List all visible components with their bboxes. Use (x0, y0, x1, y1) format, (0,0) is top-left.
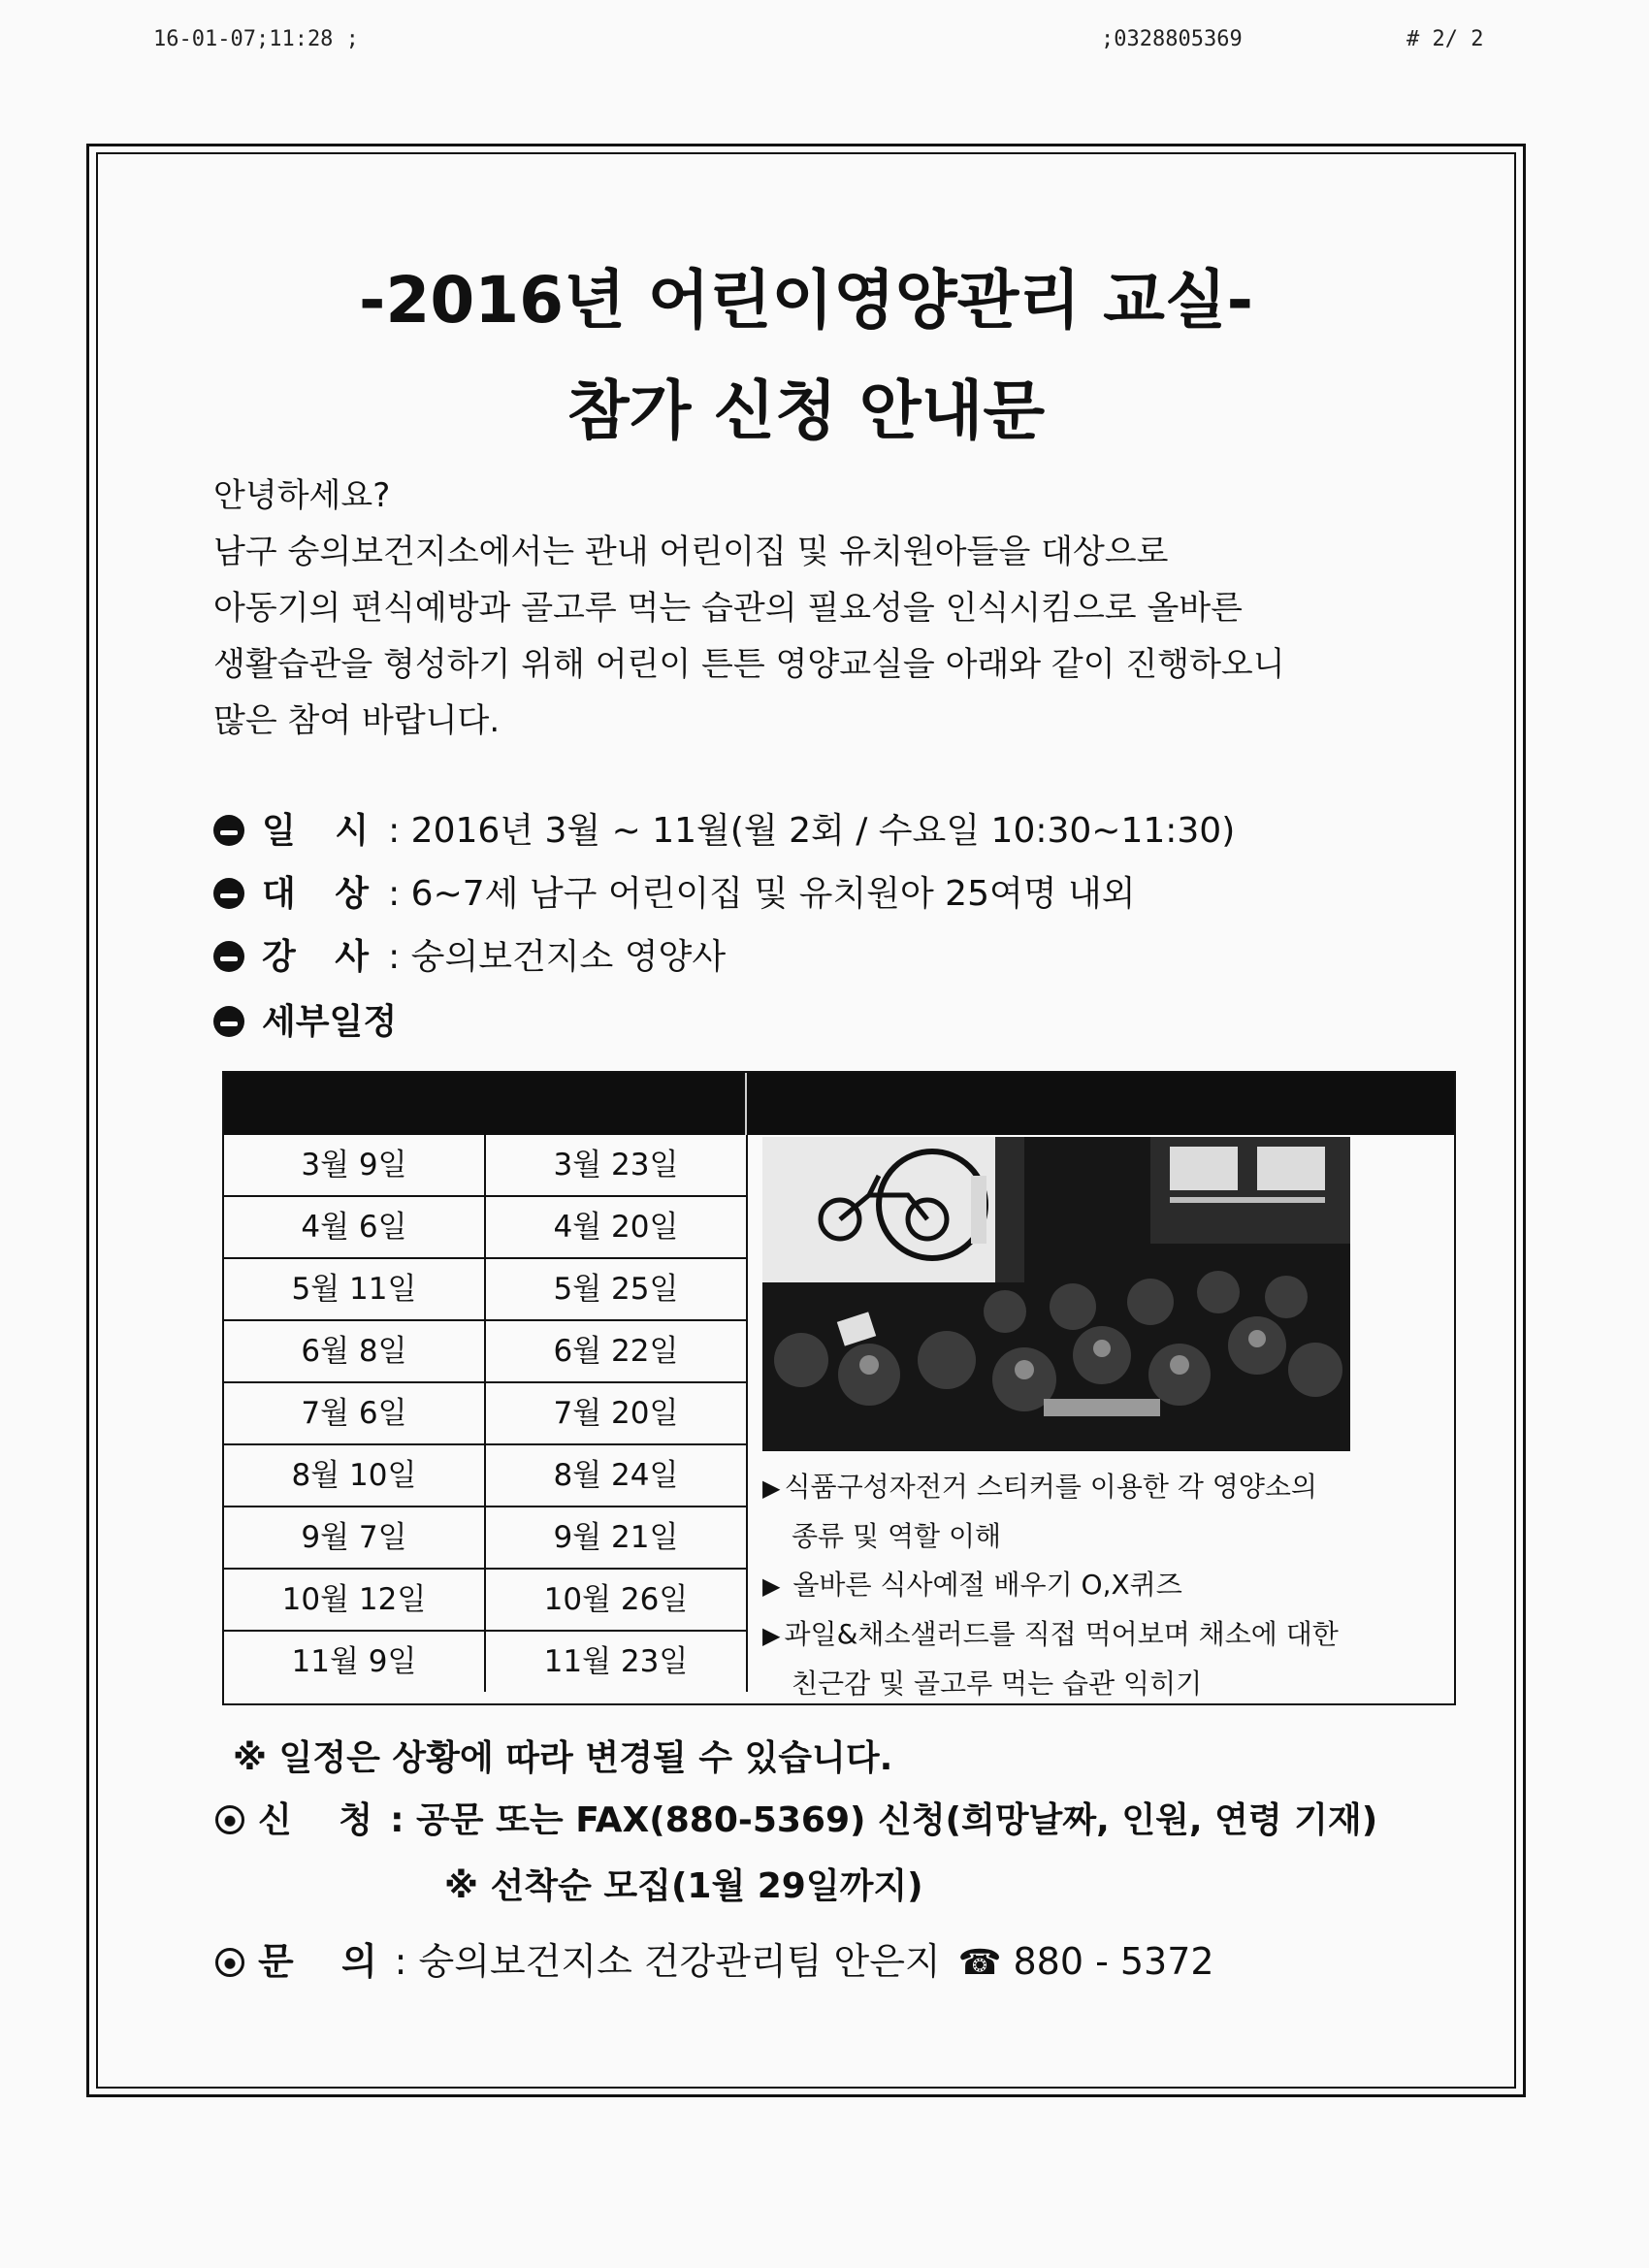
schedule-table-header (224, 1073, 1454, 1135)
info-value: : 6~7세 남구 어린이집 및 유치원아 25여명 내외 (388, 874, 1136, 914)
table-row (224, 1135, 748, 1197)
schedule-date-cell: 6월 8일 (224, 1321, 486, 1381)
activity-text: 식품구성자전거 스티커를 이용한 각 영양소의 (784, 1471, 1317, 1503)
schedule-date-cell: 4월 20일 (486, 1197, 748, 1257)
info-datetime (213, 803, 1235, 853)
page-subtitle: 참가 신청 안내문 (566, 373, 1046, 448)
activity-item (762, 1610, 1455, 1660)
schedule-date-cell: 9월 7일 (224, 1507, 486, 1568)
header-divider (745, 1073, 747, 1135)
telephone-icon: ☎ (957, 1943, 1002, 1983)
schedule-date-cell: 8월 10일 (224, 1445, 486, 1506)
schedule-date-cell: 11월 23일 (486, 1632, 748, 1692)
intro-line: 생활습관을 형성하기 위해 어린이 튼튼 영양교실을 아래와 같이 진행하오니 (213, 645, 1285, 684)
face-bullet-icon (213, 878, 244, 909)
table-row (224, 1259, 748, 1321)
page-title: -2016년 어린이영양관리 교실- (359, 263, 1253, 338)
intro-line: 아동기의 편식예방과 골고루 먹는 습관의 필요성을 인식시킴으로 올바른 (213, 589, 1243, 628)
schedule-date-cell: 7월 6일 (224, 1383, 486, 1443)
activity-text-cont: 종류 및 역할 이해 (792, 1520, 1002, 1552)
classroom-photo (762, 1137, 1350, 1451)
contact-phone: 880 - 5372 (1013, 1940, 1214, 1983)
schedule-date-cell: 7월 20일 (486, 1383, 748, 1443)
info-label: 일 시 (262, 811, 383, 851)
info-schedule-heading (213, 994, 397, 1044)
schedule-date-cell: 10월 26일 (486, 1570, 748, 1630)
table-row (224, 1632, 748, 1694)
application-info (215, 1793, 1377, 1842)
fax-transmission-header (0, 27, 1649, 60)
schedule-date-cell: 10월 12일 (224, 1570, 486, 1630)
info-target (213, 866, 1136, 916)
table-row (224, 1197, 748, 1259)
intro-paragraph (213, 468, 1455, 749)
triangle-arrow-icon: ▶ (762, 1474, 781, 1502)
face-bullet-icon (213, 815, 244, 846)
activity-item (762, 1561, 1455, 1610)
first-come-notice: ※ 선착순 모집(1월 29일까지) (444, 1866, 923, 1906)
fax-number: ;0328805369 (1101, 27, 1243, 51)
schedule-date-cell: 11월 9일 (224, 1632, 486, 1692)
face-bullet-icon (215, 1948, 244, 1977)
face-bullet-icon (213, 941, 244, 972)
fax-timestamp: 16-01-07;11:28 ; (153, 27, 359, 51)
intro-line: 남구 숭의보건지소에서는 관내 어린이집 및 유치원아들을 대상으로 (213, 533, 1169, 571)
contact-info (215, 1931, 1214, 1985)
schedule-date-cell: 5월 11일 (224, 1259, 486, 1319)
activity-text: 과일&채소샐러드를 직접 먹어보며 채소에 대한 (784, 1618, 1339, 1650)
fax-page-count: # 2/ 2 (1406, 27, 1484, 51)
schedule-date-cell: 3월 9일 (224, 1135, 486, 1195)
info-value: : 2016년 3월 ~ 11월(월 2회 / 수요일 10:30~11:30) (388, 811, 1236, 851)
schedule-date-cell: 8월 24일 (486, 1445, 748, 1506)
contact-label: 문 의 (258, 1940, 395, 1983)
schedule-date-cell: 9월 21일 (486, 1507, 748, 1568)
info-value: : 숭의보건지소 영양사 (388, 937, 727, 977)
table-row (224, 1570, 748, 1632)
face-bullet-icon (215, 1805, 244, 1834)
intro-line: 안녕하세요? (213, 476, 391, 515)
table-row (224, 1383, 748, 1445)
schedule-date-cell: 3월 23일 (486, 1135, 748, 1195)
classroom-photo-graphic (762, 1137, 1350, 1451)
table-row (224, 1321, 748, 1383)
table-row (224, 1445, 748, 1507)
activity-item (762, 1463, 1455, 1512)
info-label: 대 상 (262, 874, 383, 914)
apply-value: : 공문 또는 FAX(880-5369) 신청(희망날짜, 인원, 연령 기재) (390, 1800, 1378, 1840)
info-label: 강 사 (262, 937, 383, 977)
schedule-date-cell: 6월 22일 (486, 1321, 748, 1381)
face-bullet-icon (213, 1006, 244, 1037)
schedule-date-cell: 4월 6일 (224, 1197, 486, 1257)
schedule-change-notice: ※ 일정은 상황에 따라 변경될 수 있습니다. (233, 1738, 893, 1778)
triangle-arrow-icon: ▶ (762, 1572, 781, 1600)
table-row (224, 1507, 748, 1570)
schedule-dates (224, 1135, 748, 1694)
contact-value: : 숭의보건지소 건강관리팀 안은지 (394, 1940, 941, 1983)
activity-list (762, 1463, 1455, 1708)
intro-line: 많은 참여 바랍니다. (213, 701, 501, 740)
activity-text-cont: 친근감 및 골고루 먹는 습관 익히기 (792, 1668, 1203, 1700)
schedule-date-cell: 5월 25일 (486, 1259, 748, 1319)
apply-label: 신 청 (258, 1800, 391, 1840)
triangle-arrow-icon: ▶ (762, 1622, 781, 1649)
activity-text: 올바른 식사예절 배우기 O,X퀴즈 (784, 1569, 1182, 1601)
info-label: 세부일정 (262, 1002, 398, 1042)
info-instructor (213, 929, 726, 979)
